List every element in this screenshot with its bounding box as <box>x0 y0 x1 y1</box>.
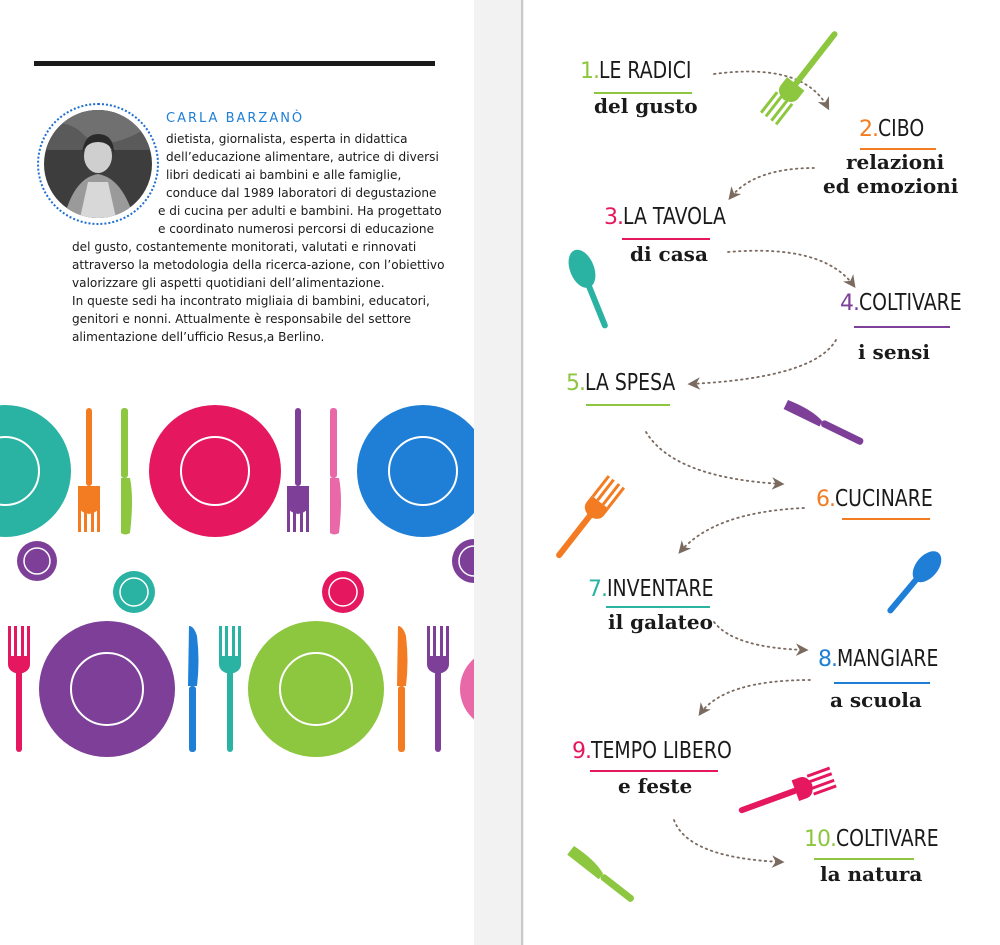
plate-icon <box>149 405 281 537</box>
knife-icon <box>567 846 637 904</box>
step-1 <box>580 58 712 84</box>
bio-line: conduce dal 1989 laboratori di degustazione <box>166 186 437 200</box>
step-underline <box>586 404 670 406</box>
table-setting-illustration <box>0 390 474 770</box>
step-number: 1. <box>580 59 599 84</box>
step-number: 6. <box>816 487 835 512</box>
step-subtitle: del gusto <box>594 94 698 118</box>
fork-icon <box>219 626 241 752</box>
step-number: 7. <box>588 577 607 602</box>
fork-icon <box>8 626 30 752</box>
step-number: 8. <box>818 647 837 672</box>
book-gutter <box>474 0 524 945</box>
step-subtitle: di casa <box>630 242 708 266</box>
bio-line: genitori e nonni. Attualmente è responsabile del settore <box>72 312 412 326</box>
fork-icon <box>427 626 449 752</box>
bio-line: In queste sedi ha incontrato migliaia di bambini, educatori, <box>72 294 430 308</box>
step-subtitle: relazioni <box>846 150 945 174</box>
step-title: INVENTARE <box>607 576 714 602</box>
knife-icon <box>784 400 866 447</box>
author-name: CARLA BARZANÒ <box>166 111 305 126</box>
spoon-icon <box>880 546 947 620</box>
step-number: 3. <box>604 205 623 230</box>
step-3 <box>604 204 748 230</box>
step-8 <box>818 646 961 672</box>
step-subtitle: il galateo <box>608 610 713 634</box>
step-title: COLTIVARE <box>859 290 962 316</box>
fork-icon <box>78 408 100 532</box>
arrow-5-6 <box>646 432 782 484</box>
knife-icon <box>121 408 132 535</box>
knife-icon <box>330 408 341 535</box>
knife-icon <box>188 626 199 752</box>
bio-line: libri dedicati ai bambini e alle famiglie, <box>166 168 402 182</box>
bio-line: dell’educazione alimentare, autrice di diversi <box>166 150 439 164</box>
step-title: TEMPO LIBERO <box>591 738 732 764</box>
step-number: 9. <box>572 739 591 764</box>
left-page <box>0 0 474 945</box>
step-underline <box>590 770 718 772</box>
right-page <box>524 0 1000 945</box>
step-number: 4. <box>840 291 859 316</box>
arrow-6-7 <box>680 508 804 552</box>
step-title: LE RADICI <box>599 58 692 84</box>
author-photo <box>44 110 152 218</box>
step-subtitle: e feste <box>618 774 693 798</box>
bio-line: del gusto, costantemente monitorati, valutati e rinnovati <box>72 240 417 254</box>
plate-icon <box>248 621 384 757</box>
step-subtitle: a scuola <box>830 688 922 712</box>
bio-line: valorizzare gli aspetti quotidiani dell’alimentazione. <box>72 276 385 290</box>
step-9 <box>572 738 763 764</box>
step-underline <box>842 518 930 520</box>
step-underline <box>814 858 914 860</box>
plate-icon <box>460 649 474 729</box>
step-number: 2. <box>859 117 878 142</box>
arrow-2-3 <box>730 168 814 198</box>
step-underline <box>622 238 710 240</box>
top-rule <box>34 61 435 66</box>
spoon-icon <box>563 246 617 333</box>
plate-icon <box>39 621 175 757</box>
bio-line: e di cucina per adulti e bambini. Ha progettato <box>158 204 442 218</box>
step-title: CIBO <box>878 116 925 142</box>
plate-icon <box>0 405 71 537</box>
step-subtitle: la natura <box>820 862 923 886</box>
step-title: CUCINARE <box>835 486 933 512</box>
knife-icon <box>397 626 408 752</box>
fork-icon <box>735 767 836 822</box>
step-underline <box>606 606 710 608</box>
bio-line: e coordinato numerosi percorsi di educazione <box>158 222 435 236</box>
step-underline <box>854 326 950 328</box>
step-7 <box>588 576 737 602</box>
bio-line: dietista, giornalista, esperta in didattica <box>166 132 408 146</box>
arrow-1-2 <box>714 72 828 108</box>
step-subtitle: i sensi <box>858 340 930 364</box>
step-title: LA SPESA <box>585 370 676 396</box>
step-2 <box>859 116 934 142</box>
step-5 <box>566 370 695 396</box>
bio-line: alimentazione dell’ufficio Resus,a Berlino. <box>72 330 325 344</box>
gutter-fold <box>521 0 523 945</box>
step-title: LA TAVOLA <box>623 204 726 230</box>
saucer-icon <box>17 541 57 581</box>
step-underline <box>834 682 930 684</box>
step-6 <box>816 486 954 512</box>
bio-line: attraverso la metodologia della ricerca-azione, con l’obiettivo <box>72 258 445 272</box>
step-4 <box>840 290 984 316</box>
step-subtitle-line-2: ed emozioni <box>823 174 959 198</box>
step-number: 5. <box>566 371 585 396</box>
step-title: COLTIVARE <box>836 826 939 852</box>
arrow-7-8 <box>714 622 806 650</box>
step-number: 10. <box>804 827 836 852</box>
plate-icon <box>357 405 474 537</box>
fork-icon <box>760 25 845 125</box>
arrow-4-5 <box>690 340 836 384</box>
step-10 <box>804 826 961 852</box>
fork-icon <box>287 408 309 532</box>
arrow-8-9 <box>700 680 810 714</box>
step-title: MANGIARE <box>837 646 939 672</box>
fork-icon <box>549 475 625 564</box>
arrow-9-10 <box>674 820 782 862</box>
arrow-3-4 <box>728 251 854 286</box>
